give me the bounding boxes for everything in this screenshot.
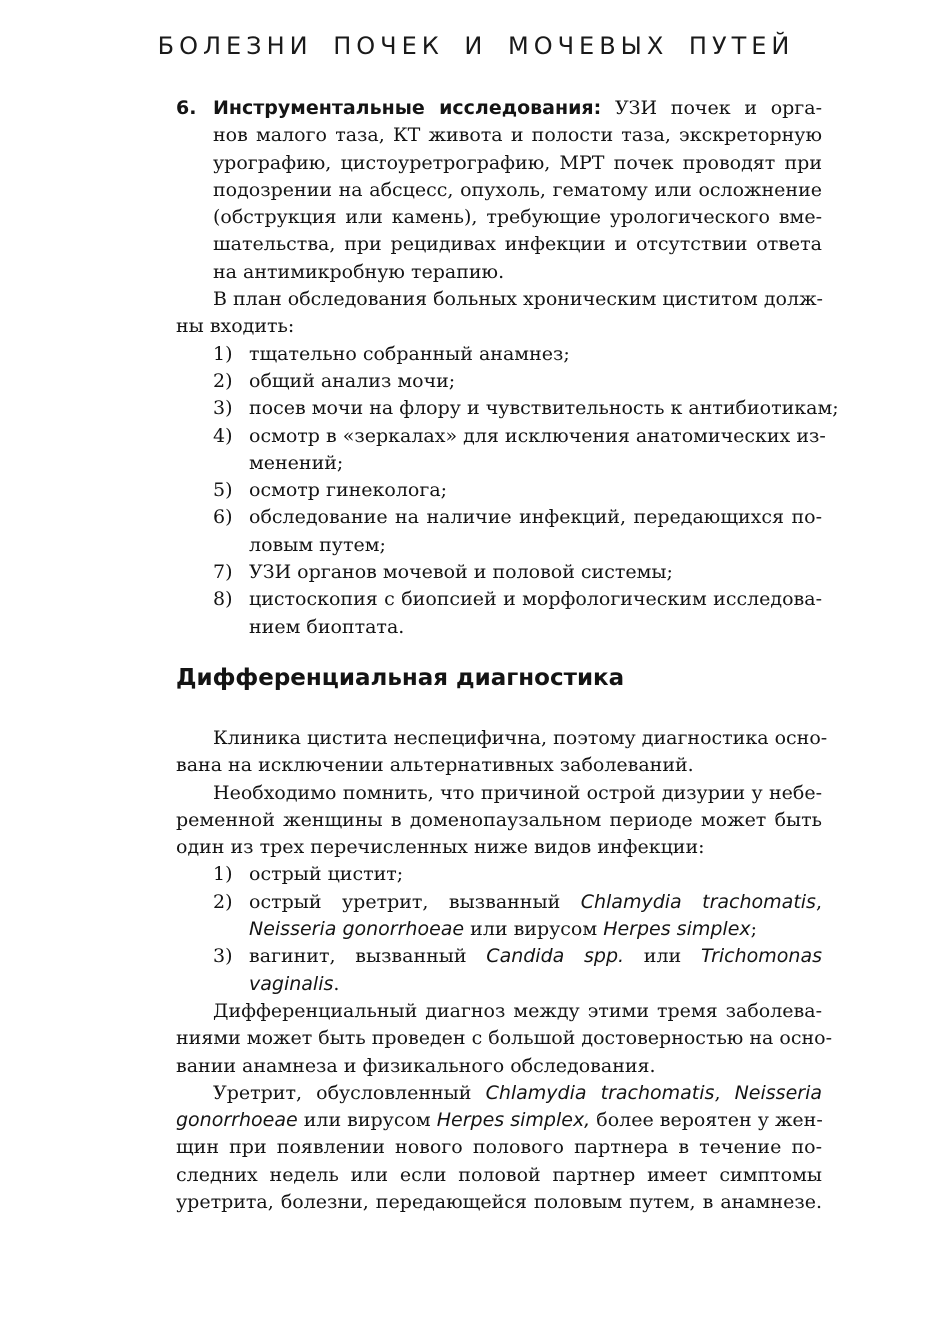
list-item: 6) обследование на наличие инфекций, передающихся по- [176, 504, 822, 531]
text-line: шательства, при рецидивах инфекции и отсутствии ответа [213, 233, 822, 256]
diff-paragraph-4 [176, 1080, 822, 1216]
list-item-continuation: vaginalis. [249, 972, 340, 995]
diff-paragraph-1 [176, 725, 828, 780]
text-line: gonorrhoeae или вирусом Herpes simplex, более вероятен у жен- [176, 1109, 823, 1132]
species-name: Candida spp. [486, 945, 625, 968]
species-name: gonorrhoeae [176, 1109, 298, 1132]
list-number: 4) [213, 424, 233, 447]
text-line: на антимикробную терапию. [213, 260, 505, 283]
diff-paragraph-3 [176, 998, 833, 1080]
text-line: урографию, цистоуретрографию, МРТ почек проводят при [213, 151, 822, 174]
species-name: Herpes simplex, [436, 1109, 591, 1132]
text-line: Уретрит, обусловленный Chlamydia trachomatis, Neisseria [213, 1081, 822, 1104]
list-item-continuation: менений; [249, 451, 344, 474]
plan-list [176, 341, 839, 641]
plan-paragraph [176, 286, 822, 341]
running-header: БОЛЕЗНИ ПОЧЕК И МОЧЕВЫХ ПУТЕЙ [157, 32, 795, 60]
text-line: Дифференциальный диагноз между этими тремя заболева- [213, 999, 822, 1022]
species-name: Chlamydia trachomatis [485, 1081, 715, 1104]
list-item: 5) осмотр гинеколога; [176, 477, 822, 504]
list-item: 8) цистоскопия с биопсией и морфологическим исследова- [176, 586, 822, 613]
list-number: 7) [213, 561, 233, 584]
species-name: Neisseria [734, 1081, 822, 1104]
species-name: Herpes simplex [603, 918, 751, 941]
list-item: 1) острый цистит; [176, 861, 822, 888]
text-line: уретрита, болезни, передающейся половым путем, в анамнезе. [176, 1190, 822, 1213]
text-line: В план обследования больных хроническим циститом долж- [213, 288, 823, 311]
text-line: вана на исключении альтернативных заболеваний. [176, 754, 694, 777]
list-item-continuation: нием биоптата. [249, 615, 405, 638]
list-item: 3) вагинит, вызванный Candida spp. или Trichomonas [176, 943, 822, 970]
list-number: 1) [213, 863, 233, 886]
page-body [176, 95, 839, 1216]
diff-paragraph-2 [176, 780, 822, 862]
list-item: 2) общий анализ мочи; [176, 368, 822, 395]
species-name: Chlamydia trachomatis [580, 890, 816, 913]
text-line: (обструкция или камень), требующие урологического вме- [213, 206, 822, 229]
species-name: Neisseria gonorrhoeae [249, 918, 465, 941]
text-line: Клиника цистита неспецифична, поэтому диагностика осно- [213, 726, 828, 749]
section-heading: Дифференциальная диагностика [176, 664, 625, 691]
list-number: 3) [213, 397, 233, 420]
section-6-paragraph [176, 95, 822, 286]
text-line: следних недель или если половой партнер имеет симптомы [176, 1163, 822, 1186]
text-line: нов малого таза, КТ живота и полости таза, экскреторную [213, 124, 822, 147]
list-number: 3) [213, 945, 233, 968]
text-line: подозрении на абсцесс, опухоль, гематому или осложнение [213, 178, 822, 201]
list-number: 6) [213, 506, 233, 529]
text-line: ременной женщины в доменопаузальном периоде может быть [176, 808, 822, 831]
list-number: 1) [213, 342, 233, 365]
list-number: 5) [213, 479, 233, 502]
list-item: 3) посев мочи на флору и чувствительность к антибиотикам; [176, 395, 822, 422]
text-line: щин при появлении нового полового партнера в течение по- [176, 1136, 822, 1159]
list-item-continuation: ловым путем; [249, 533, 386, 556]
list-number: 2) [213, 369, 233, 392]
text-line: Необходимо помнить, что причиной острой дизурии у небе- [213, 781, 822, 804]
species-name: Trichomonas [700, 945, 822, 968]
text-line: вании анамнеза и физикального обследования. [176, 1054, 656, 1077]
text-line: 6. Инструментальные исследования: УЗИ почек и орга- [176, 95, 822, 122]
section-title: Инструментальные исследования: [213, 97, 602, 119]
list-number: 2) [213, 890, 233, 913]
text-line: один из трех перечисленных ниже видов инфекции: [176, 836, 705, 859]
infection-list [176, 861, 822, 997]
list-item: 1) тщательно собранный анамнез; [176, 341, 822, 368]
list-number: 8) [213, 588, 233, 611]
text-line: ниями может быть проведен с большой достоверностью на осно- [176, 1027, 833, 1050]
list-item-continuation: Neisseria gonorrhoeae или вирусом Herpes simplex; [249, 918, 758, 941]
list-item: 7) УЗИ органов мочевой и половой системы; [176, 559, 822, 586]
species-name: vaginalis [249, 972, 334, 995]
text-line: ны входить: [176, 315, 295, 338]
section-number: 6. [176, 97, 197, 119]
list-item: 4) осмотр в «зеркалах» для исключения анатомических из- [176, 423, 822, 450]
list-item: 2) острый уретрит, вызванный Chlamydia trachomatis, [176, 889, 822, 916]
